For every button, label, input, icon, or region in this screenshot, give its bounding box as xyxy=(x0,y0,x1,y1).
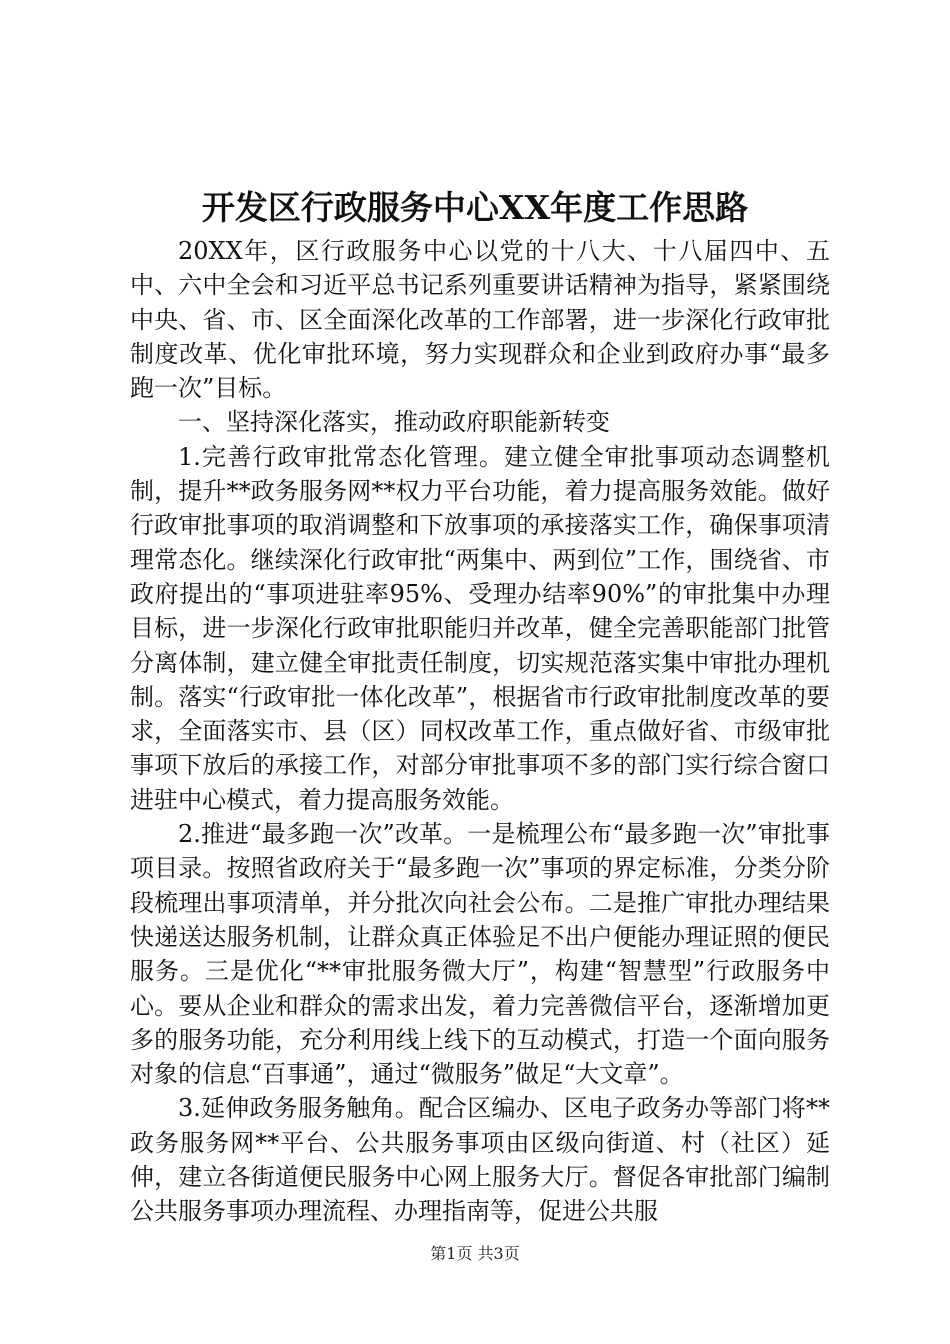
paragraph-intro: 20XX年，区行政服务中心以党的十八大、十八届四中、五中、六中全会和习近平总书记系列重要讲话精神为指导，紧紧围绕中央、省、市、区全面深化改革的工作部署，进一步深化行政审批制度改革、优化审批环境，努力实现群众和企业到政府办事“最多跑一次”目标。 xyxy=(130,237,830,403)
section-heading: 一、坚持深化落实，推动政府职能新转变 xyxy=(178,408,610,437)
paragraph-item-3: 3.延伸政务服务触角。配合区编办、区电子政务办等部门将**政务服务网**平台、公共服务事项由区级向街道、村（社区）延伸，建立各街道便民服务中心网上服务大厅。督促各审批部门编制公共服务事项办理流程、办理指南等，促进公共服 xyxy=(130,1094,830,1226)
page-number-footer: 第1页 共3页 xyxy=(430,1244,520,1263)
paragraph-item-2: 2.推进“最多跑一次”改革。一是梳理公布“最多跑一次”审批事项目录。按照省政府关于“最多跑一次”事项的界定标准，分类分阶段梳理出事项清单，并分批次向社会公布。二是推广审批办理结果快递送达服务机制，让群众真正体验足不出户便能办理证照的便民服务。三是优化“**审批服务微大厅”，构建“智慧型”行政服务中心。要从企业和群众的需求出发，着力完善微信平台，逐渐增加更多的服务功能，充分利用线上线下的互动模式，打造一个面向服务对象的信息“百事通”，通过“微服务”做足“大文章”。 xyxy=(130,820,830,1089)
document-title: 开发区行政服务中心XX年度工作思路 xyxy=(201,188,749,227)
paragraph-item-1: 1.完善行政审批常态化管理。建立健全审批事项动态调整机制，提升**政务服务网**权力平台功能，着力提高服务效能。做好行政审批事项的取消调整和下放事项的承接落实工作，确保事项清理常态化。继续深化行政审批“两集中、两到位”工作，围绕省、市政府提出的“事项进驻率95%、受理办结率90%”的审批集中办理目标，进一步深化行政审批职能归并改革，健全完善职能部门批管分离体制，建立健全审批责任制度，切实规范落实集中审批办理机制。落实“行政审批一体化改革”，根据省市行政审批制度改革的要求，全面落实市、县（区）同权改革工作，重点做好省、市级审批事项下放后的承接工作，对部分审批事项不多的部门实行综合窗口进驻中心模式，着力提高服务效能。 xyxy=(130,442,830,814)
document-body xyxy=(130,234,830,1229)
